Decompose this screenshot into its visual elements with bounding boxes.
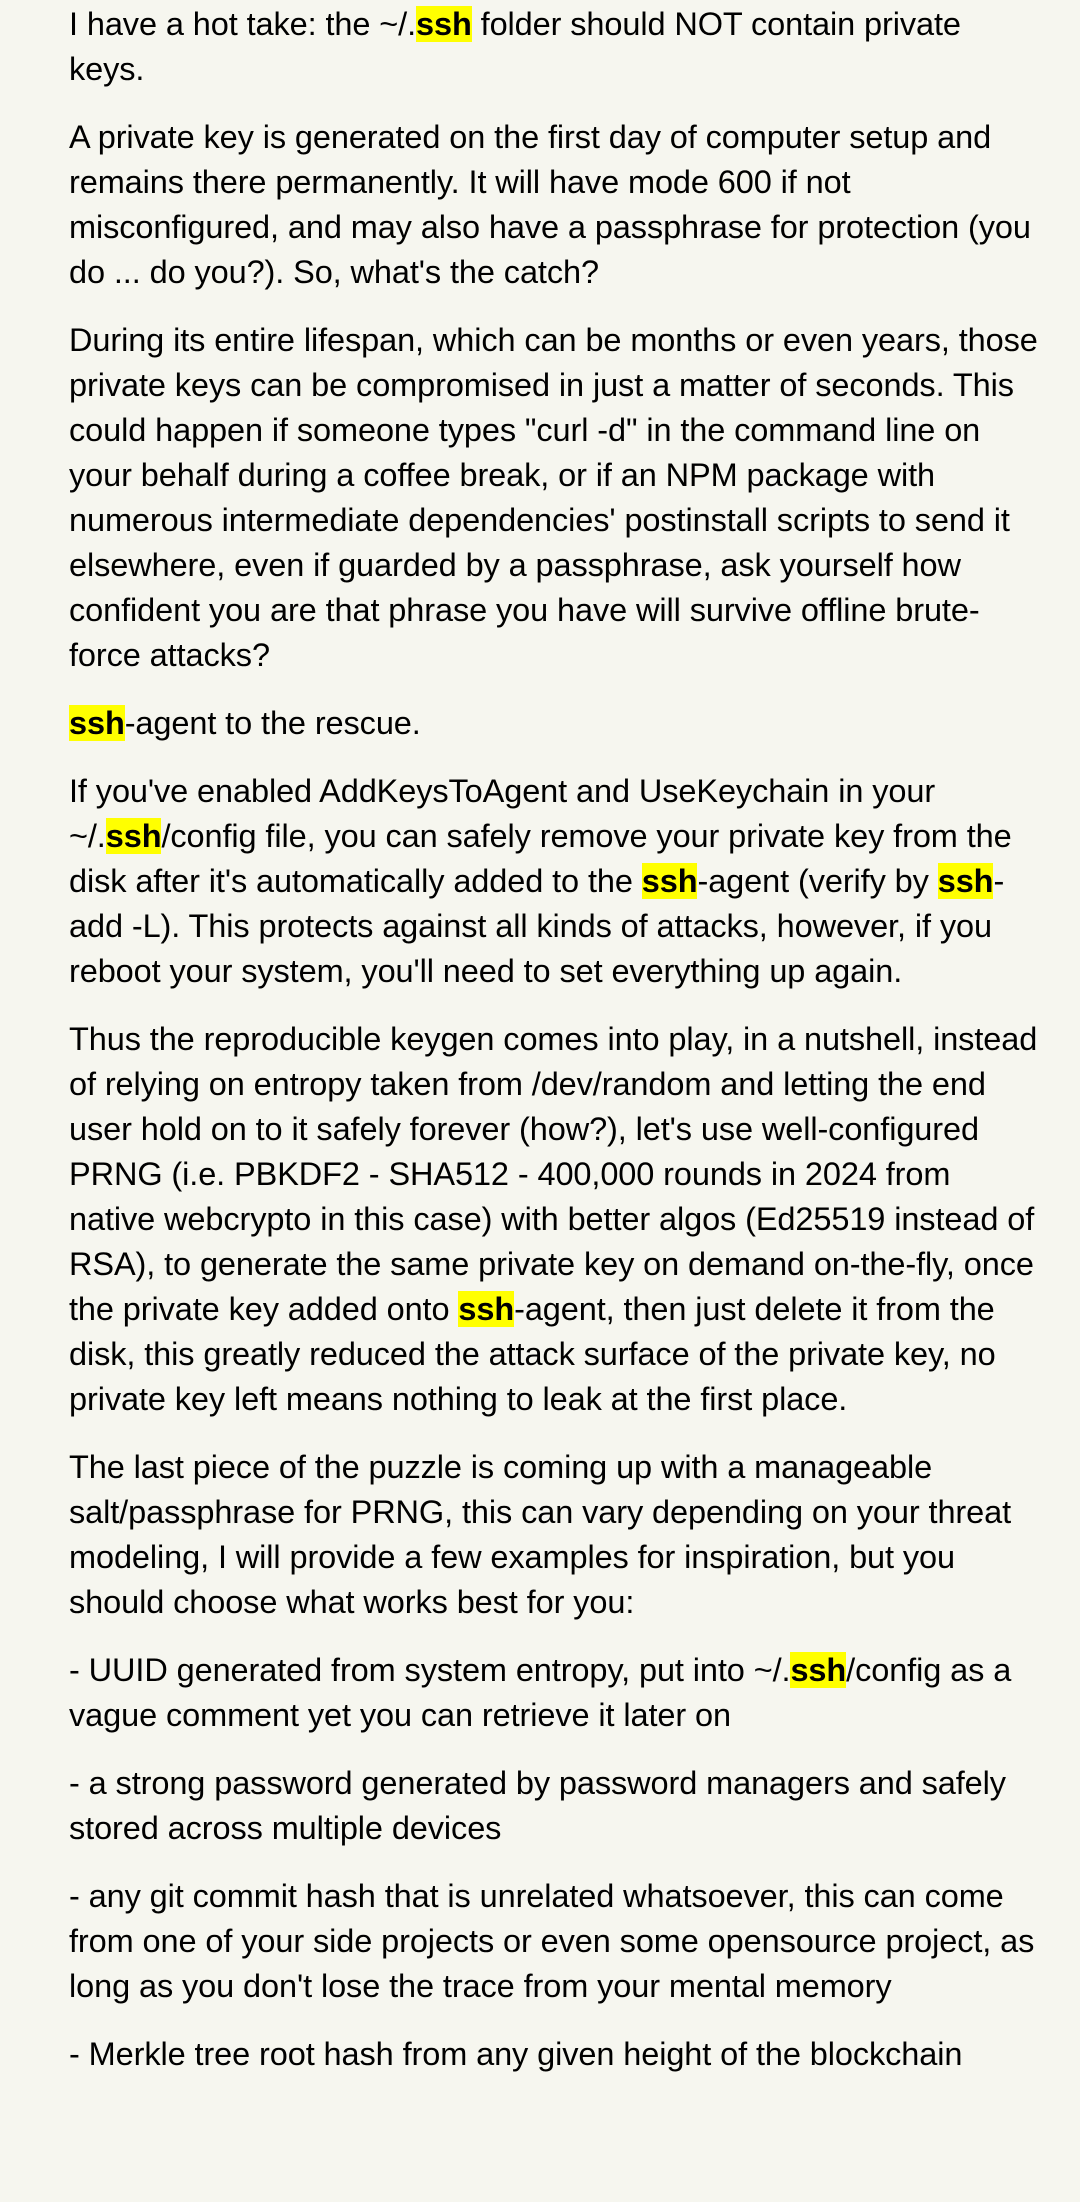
comment-body: [0, 2, 1080, 2077]
paragraph-text: Thus the reproducible keygen comes into play, in a nutshell, instead of relying on entropy taken from /dev/random and letting the end user hold on to it safely forever (how?), let's use well-configured PRNG (i.e. PBKDF2 - SHA512 - 400,000 rounds in 2024 from native webcrypto in this case) with better algos (Ed25519 instead of RSA), to generate the same private key on demand on-the-fly, once the private key added onto: [69, 1021, 1038, 1327]
comment-paragraph: [69, 1761, 1038, 1851]
paragraph-text: A private key is generated on the first day of computer setup and remains there permanently. It will have mode 600 if not misconfigured, and may also have a passphrase for protection (you do ... do you?). So, what's the catch?: [69, 119, 1031, 290]
comment-paragraph: [69, 318, 1038, 678]
paragraph-text: The last piece of the puzzle is coming up with a manageable salt/passphrase for PRNG, this can vary depending on your threat modeling, I will provide a few examples for inspiration, but you should choose what works best for you:: [69, 1449, 1012, 1620]
comment-paragraph: [69, 701, 1038, 746]
paragraph-text: /config as a vague comment yet you can retrieve it later on: [69, 1652, 1012, 1733]
search-highlight: ssh: [790, 1652, 847, 1688]
paragraph-text: - any git commit hash that is unrelated whatsoever, this can come from one of your side projects or even some opensource project, as long as you don't lose the trace from your mental memory: [69, 1878, 1035, 2004]
comment-paragraph: [69, 2, 1038, 92]
comment-paragraph: [69, 1017, 1038, 1422]
paragraph-text: - a strong password generated by password managers and safely stored across multiple devices: [69, 1765, 1006, 1846]
paragraph-text: During its entire lifespan, which can be months or even years, those private keys can be compromised in just a matter of seconds. This could happen if someone types "curl -d" in the command line on your behalf during a coffee break, or if an NPM package with numerous intermediate dependencies' postinstall scripts to send it elsewhere, even if guarded by a passphrase, ask yourself how confident you are that phrase you have will survive offline brute-force attacks?: [69, 322, 1038, 673]
search-highlight: ssh: [416, 6, 472, 42]
search-highlight: ssh: [69, 705, 125, 741]
comment-paragraph: [69, 1445, 1038, 1625]
paragraph-text: - Merkle tree root hash from any given height of the blockchain: [69, 2036, 963, 2072]
paragraph-text: folder should NOT contain private keys.: [69, 6, 961, 87]
paragraph-text: I have a hot take: the ~/.: [69, 6, 417, 42]
search-highlight: ssh: [458, 1291, 515, 1327]
paragraph-text: -agent (verify by: [697, 863, 938, 899]
paragraph-text: If you've enabled AddKeysToAgent and UseKeychain in your ~/.: [69, 773, 936, 854]
paragraph-text: -agent, then just delete it from the disk, this greatly reduced the attack surface of the private key, no private key left means nothing to leak at the first place.: [69, 1291, 996, 1417]
paragraph-text: - UUID generated from system entropy, put into ~/.: [69, 1652, 791, 1688]
paragraph-text: -add -L). This protects against all kinds of attacks, however, if you reboot your system, you'll need to set everything up again.: [69, 863, 1005, 989]
paragraph-text: /config file, you can safely remove your private key from the disk after it's automatically added to the: [69, 818, 1012, 899]
comment-paragraph: [69, 1874, 1038, 2009]
comment-paragraph: [69, 769, 1038, 994]
comment-paragraph: [69, 115, 1038, 295]
comment-paragraph: [69, 2032, 1038, 2077]
search-highlight: ssh: [937, 863, 994, 899]
search-highlight: ssh: [641, 863, 698, 899]
paragraph-text: -agent to the rescue.: [124, 705, 421, 741]
comment-paragraph: [69, 1648, 1038, 1738]
search-highlight: ssh: [105, 818, 162, 854]
